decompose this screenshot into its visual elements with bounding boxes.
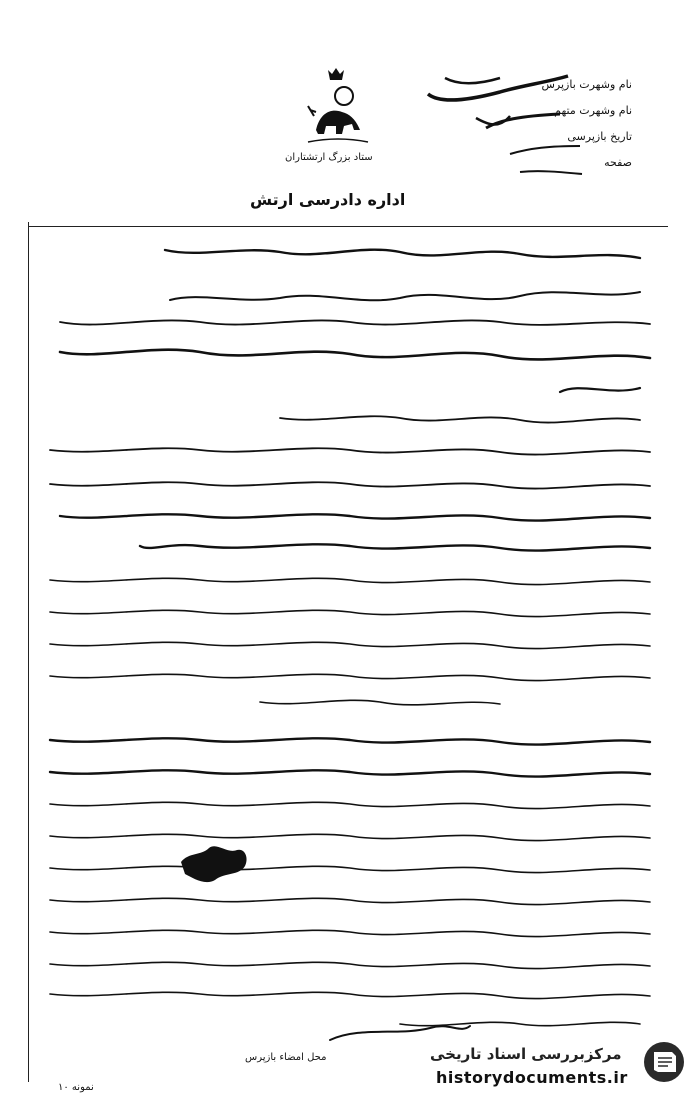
office-title: اداره دادرسی ارتش [250, 190, 406, 209]
accused-name-label: نام وشهرت متهم [554, 104, 632, 117]
investigator-name-label: نام وشهرت بازپرس [541, 78, 632, 91]
page-number-label: صفحه [604, 156, 632, 169]
form-number: نمونه ۱۰ [58, 1082, 94, 1093]
organization-name: ستاد بزرگ ارتشتاران [285, 152, 373, 163]
archive-logo-icon [642, 1038, 686, 1086]
ink-stamp-icon [175, 832, 255, 892]
watermark-url: historydocuments.ir [436, 1068, 628, 1087]
watermark-name: مرکزبررسی اسناد تاریخی [430, 1045, 622, 1063]
investigator-signature-label: محل امضاء بازپرس [245, 1052, 327, 1063]
interrogation-date-label: تاریخ بازپرسی [567, 130, 632, 143]
